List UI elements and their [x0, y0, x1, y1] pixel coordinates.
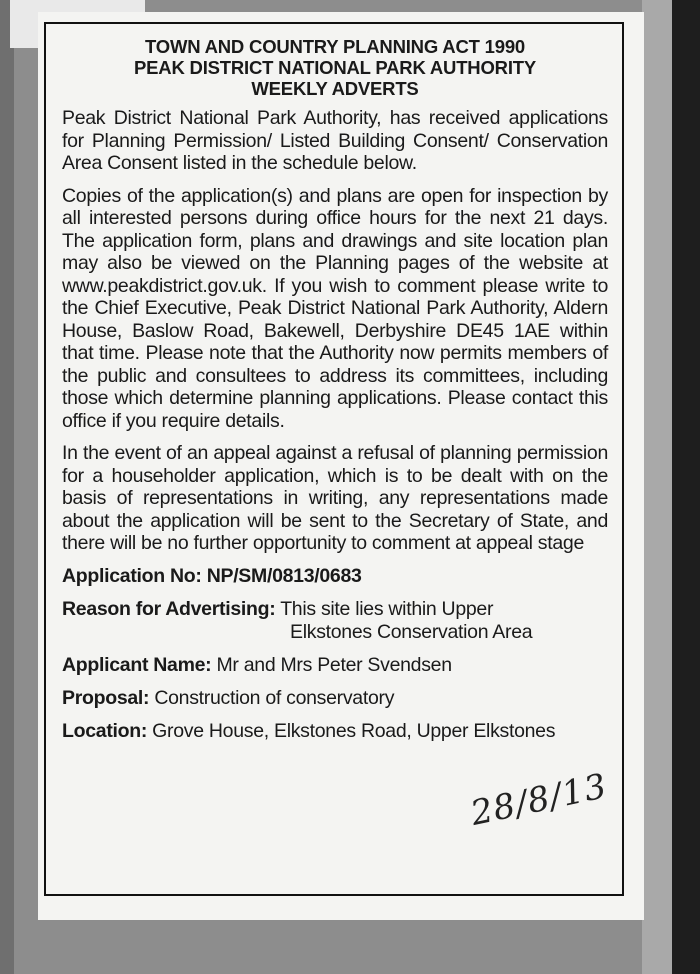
background-left-strip	[0, 0, 14, 974]
advert-frame	[44, 22, 624, 896]
application-number-value: NP/SM/0813/0683	[206, 564, 362, 587]
reason-label: Reason for Advertising:	[62, 597, 276, 620]
applicant-value: Mr and Mrs Peter Svendsen	[216, 653, 452, 676]
paragraph-inspection: Copies of the application(s) and plans are open for inspection by all interested persons during office hours for the next 21 days. The application form, plans and drawings and site location plan may also be viewed on the Planning pages of the website at www.peakdistrict.gov.uk. If you wish to comment please write to the Chief Executive, Peak District National Park Authority, Aldern House, Baslow Road, Bakewell, Derbyshire DE45 1AE within that time. Please note that the Authority now permits members of the public and consultees to address its committees, including those which determine planning applications. Please contact this office if you require details.	[62, 184, 608, 432]
field-proposal	[62, 687, 608, 710]
header-title-act: TOWN AND COUNTRY PLANNING ACT 1990	[144, 36, 526, 57]
field-applicant	[62, 654, 608, 677]
header-title-authority: PEAK DISTRICT NATIONAL PARK AUTHORITY	[134, 57, 536, 78]
field-reason	[62, 598, 608, 644]
background-right-margin	[642, 0, 672, 974]
paragraph-appeal: In the event of an appeal against a refusal of planning permission for a householder application, which is to be dealt with on the basis of representations in writing, any representations made about the application will be sent to the Secretary of State, and there will be no further opportunity to comment at appeal stage	[62, 442, 608, 554]
field-application-number	[62, 565, 608, 588]
location-value: Grove House, Elkstones Road, Upper Elkstones	[152, 719, 556, 742]
reason-value-line1: This site lies within Upper	[280, 597, 494, 620]
applicant-label: Applicant Name:	[62, 653, 212, 676]
background-dark-edge	[672, 0, 700, 974]
proposal-value: Construction of conservatory	[154, 686, 395, 709]
proposal-label: Proposal:	[62, 686, 150, 709]
application-number-label: Application No:	[62, 564, 202, 587]
field-location	[62, 720, 608, 743]
paragraph-intro: Peak District National Park Authority, has received applications for Planning Permission/ Listed Building Consent/ Conservation Area Consent listed in the schedule below.	[62, 107, 608, 174]
handwritten-date: 28/8/13	[467, 766, 611, 834]
reason-value-line2: Elkstones Conservation Area	[290, 620, 533, 643]
header-title-adverts: WEEKLY ADVERTS	[251, 78, 419, 99]
location-label: Location:	[62, 719, 148, 742]
